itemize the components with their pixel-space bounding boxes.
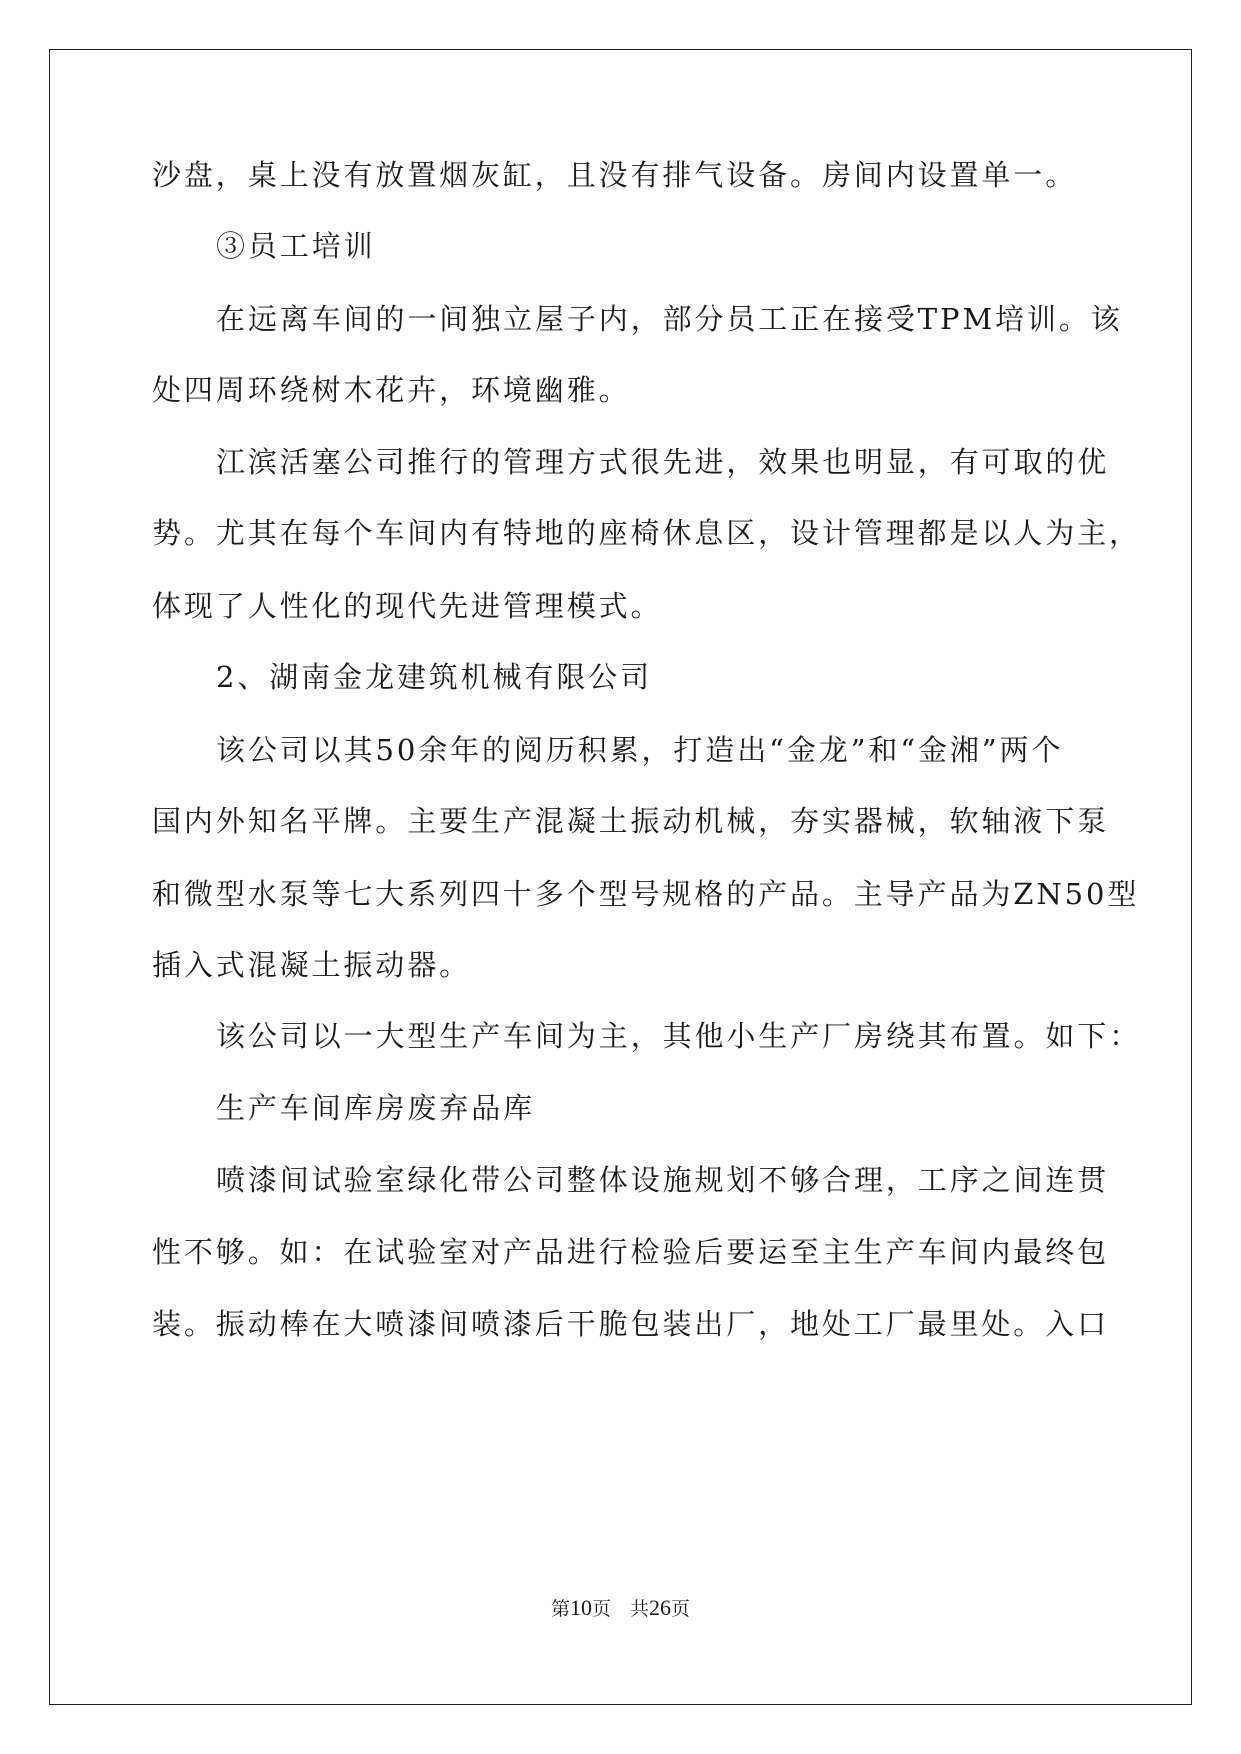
footer-middle: 页 共: [591, 1599, 649, 1620]
text-line: 插入式混凝土振动器。: [152, 948, 472, 982]
text-line: 在远离车间的一间独立屋子内，部分员工正在接受TPM培训。该: [216, 302, 1123, 336]
current-page-number: 10: [569, 1595, 592, 1620]
text-line: 性不够。如：在试验室对产品进行检验后要运至主生产车间内最终包: [152, 1235, 1110, 1269]
text-line: 江滨活塞公司推行的管理方式很先进，效果也明显，有可取的优: [216, 445, 1110, 479]
page-footer: [0, 1596, 1241, 1622]
text-line: 处四周环绕树木花卉，环境幽雅。: [152, 373, 631, 407]
text-line: 国内外知名平牌。主要生产混凝土振动机械，夯实器械，软轴液下泵: [152, 804, 1110, 838]
text-line: 沙盘，桌上没有放置烟灰缸，且没有排气设备。房间内设置单一。: [152, 158, 1078, 192]
footer-prefix: 第: [550, 1599, 570, 1620]
text-line: 装。振动棒在大喷漆间喷漆后干脆包装出厂，地处工厂最里处。入口: [152, 1307, 1110, 1341]
section-heading: 2、湖南金龙建筑机械有限公司: [216, 660, 653, 694]
text-line: 生产车间库房废弃品库: [216, 1091, 536, 1125]
text-line: 势。尤其在每个车间内有特地的座椅休息区，设计管理都是以人为主，: [152, 516, 1141, 550]
text-line: 该公司以其50余年的阅历积累，打造出“金龙”和“金湘”两个: [216, 733, 1064, 767]
text-line: 体现了人性化的现代先进管理模式。: [152, 589, 663, 623]
text-line: 喷漆间试验室绿化带公司整体设施规划不够合理，工序之间连贯: [216, 1163, 1110, 1197]
section-heading: ③员工培训: [216, 229, 376, 263]
text-line: 该公司以一大型生产车间为主，其他小生产厂房绕其布置。如下：: [216, 1019, 1142, 1053]
total-page-count: 26: [649, 1595, 671, 1620]
footer-suffix: 页: [671, 1599, 691, 1620]
text-line: 和微型水泵等七大系列四十多个型号规格的产品。主导产品为ZN50型: [152, 877, 1140, 911]
